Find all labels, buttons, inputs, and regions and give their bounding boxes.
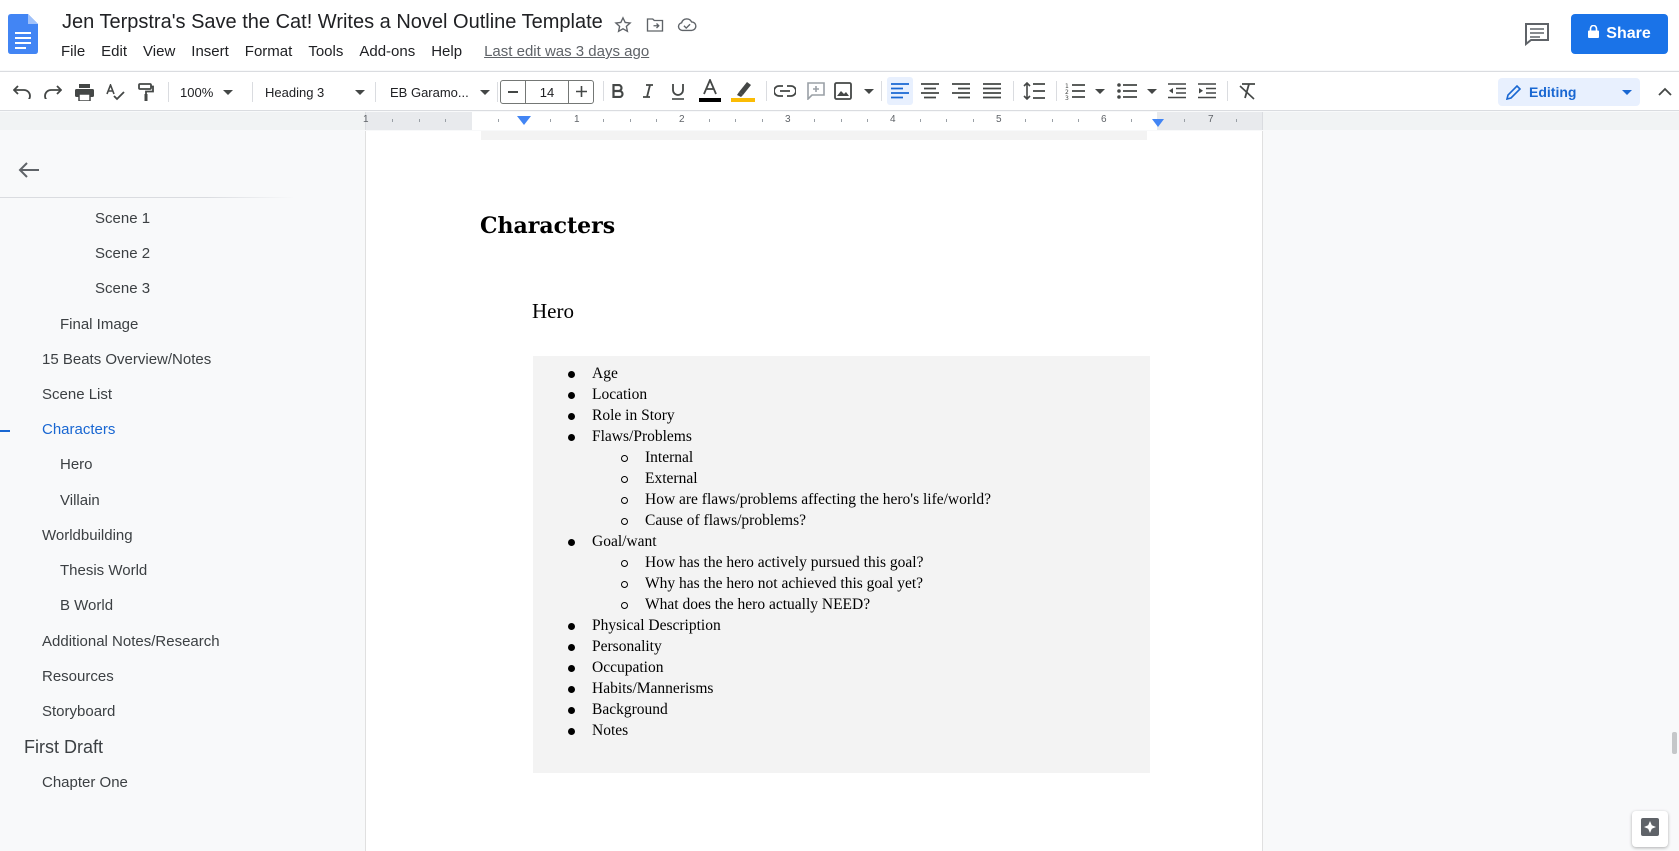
svg-text:1: 1 bbox=[1065, 83, 1069, 90]
left-indent-marker[interactable] bbox=[517, 116, 531, 125]
outline-item-chapter-one[interactable]: Chapter One bbox=[42, 774, 128, 791]
list-item[interactable]: How has the hero actively pursued this goal? bbox=[645, 554, 924, 571]
explore-button[interactable] bbox=[1632, 811, 1668, 847]
increase-indent-icon[interactable] bbox=[1195, 71, 1219, 111]
plus-icon bbox=[576, 85, 587, 100]
decrease-font-size-button[interactable] bbox=[500, 80, 526, 104]
scrollbar-thumb[interactable] bbox=[1672, 732, 1677, 754]
chevron-down-icon bbox=[355, 90, 365, 95]
zoom-dropdown[interactable] bbox=[180, 72, 242, 112]
share-label: Share bbox=[1606, 25, 1651, 42]
underline-icon[interactable] bbox=[666, 71, 690, 111]
ruler-number: 3 bbox=[785, 114, 791, 125]
ruler-number: 6 bbox=[1101, 114, 1107, 125]
ruler-page bbox=[365, 112, 1263, 130]
align-right-icon[interactable] bbox=[949, 71, 973, 111]
outline-item-scene-1[interactable]: Scene 1 bbox=[95, 210, 151, 227]
outline-item-characters[interactable]: Characters bbox=[42, 421, 116, 438]
list-item[interactable]: What does the hero actually NEED? bbox=[645, 596, 871, 613]
list-item[interactable]: External bbox=[645, 470, 698, 487]
decrease-indent-icon[interactable] bbox=[1165, 71, 1189, 111]
menu-file[interactable]: File bbox=[61, 43, 86, 60]
menu-add-ons[interactable]: Add-ons bbox=[359, 43, 416, 60]
list-item[interactable]: Role in Story bbox=[592, 407, 675, 424]
spellcheck-icon[interactable] bbox=[103, 72, 127, 112]
outline-item-hero[interactable]: Hero bbox=[60, 456, 93, 473]
font-size-input[interactable]: 14 bbox=[525, 80, 569, 104]
outline-item-15-beats[interactable]: 15 Beats Overview/Notes bbox=[42, 351, 212, 368]
editing-mode-dropdown[interactable] bbox=[1498, 78, 1640, 106]
clear-formatting-icon[interactable] bbox=[1236, 71, 1260, 111]
minus-icon bbox=[508, 91, 518, 93]
numbered-list-icon bbox=[1065, 82, 1085, 100]
paint-format-icon[interactable] bbox=[134, 72, 158, 112]
svg-text:3: 3 bbox=[1065, 95, 1069, 100]
list-item[interactable]: Cause of flaws/problems? bbox=[645, 512, 806, 529]
document-page[interactable] bbox=[365, 131, 1263, 851]
list-item[interactable]: Age bbox=[592, 365, 618, 382]
list-item[interactable]: Location bbox=[592, 386, 648, 403]
section-heading[interactable]: Characters bbox=[480, 213, 616, 239]
star-icon[interactable] bbox=[612, 14, 634, 36]
list-item[interactable]: Flaws/Problems bbox=[592, 428, 692, 445]
list-item[interactable]: Internal bbox=[645, 449, 694, 466]
font-family-dropdown[interactable] bbox=[390, 72, 490, 112]
list-item[interactable]: Physical Description bbox=[592, 617, 721, 634]
pencil-icon bbox=[1506, 85, 1521, 100]
outline-item-scene-3[interactable]: Scene 3 bbox=[95, 280, 151, 297]
menu-insert[interactable]: Insert bbox=[191, 43, 229, 60]
numbered-list-dropdown[interactable] bbox=[1065, 71, 1105, 111]
paragraph-style-dropdown[interactable] bbox=[265, 72, 365, 112]
editing-mode-label: Editing bbox=[1529, 84, 1577, 100]
outline-item-storyboard[interactable]: Storyboard bbox=[42, 703, 116, 720]
subsection-heading[interactable]: Hero bbox=[532, 299, 574, 323]
justify-icon[interactable] bbox=[980, 71, 1004, 111]
paragraph-style-value: Heading 3 bbox=[265, 84, 325, 100]
redo-icon[interactable] bbox=[41, 72, 65, 112]
bulleted-list-icon bbox=[1117, 83, 1137, 99]
outline-item-additional-notes[interactable]: Additional Notes/Research bbox=[42, 633, 220, 650]
line-spacing-icon[interactable] bbox=[1021, 71, 1047, 111]
right-indent-marker[interactable] bbox=[1152, 119, 1164, 127]
chevron-down-icon bbox=[223, 90, 233, 95]
ruler-number: 2 bbox=[679, 114, 685, 125]
list-item[interactable]: Goal/want bbox=[592, 533, 657, 550]
outline-item-thesis-world[interactable]: Thesis World bbox=[60, 562, 148, 579]
outline-item-scene-2[interactable]: Scene 2 bbox=[95, 245, 151, 262]
list-item[interactable]: Personality bbox=[592, 638, 662, 655]
cloud-status-icon[interactable] bbox=[676, 14, 698, 36]
outline-item-villain[interactable]: Villain bbox=[60, 492, 100, 509]
align-center-icon[interactable] bbox=[918, 71, 942, 111]
increase-font-size-button[interactable] bbox=[568, 80, 594, 104]
menu-view[interactable]: View bbox=[143, 43, 176, 60]
add-comment-icon[interactable] bbox=[804, 71, 828, 111]
previous-shaded-block bbox=[481, 131, 1147, 140]
last-edit-link[interactable]: Last edit was 3 days ago bbox=[484, 43, 650, 60]
chevron-down-icon bbox=[480, 90, 490, 95]
svg-text:2: 2 bbox=[1065, 89, 1069, 96]
title-bar bbox=[0, 0, 1679, 70]
chevron-down-icon bbox=[1147, 89, 1157, 94]
menu-bar bbox=[53, 43, 649, 60]
ruler-number: 7 bbox=[1208, 114, 1214, 125]
explore-icon bbox=[1640, 817, 1660, 842]
docs-logo-icon[interactable] bbox=[8, 14, 38, 54]
chevron-down-icon bbox=[1095, 89, 1105, 94]
menu-tools[interactable]: Tools bbox=[308, 43, 344, 60]
move-folder-icon[interactable] bbox=[644, 14, 666, 36]
chevron-down-icon bbox=[1622, 90, 1632, 95]
document-title[interactable]: Jen Terpstra's Save the Cat! Writes a Novel Outline Template bbox=[62, 11, 603, 33]
menu-help[interactable]: Help bbox=[431, 43, 463, 60]
list-item[interactable]: Occupation bbox=[592, 659, 664, 676]
list-item[interactable]: Habits/Mannerisms bbox=[592, 680, 714, 697]
insert-image-dropdown[interactable] bbox=[834, 71, 874, 111]
font-family-value: EB Garamo... bbox=[390, 84, 469, 100]
lock-icon bbox=[1588, 25, 1599, 43]
zoom-value: 100% bbox=[180, 84, 214, 100]
menu-edit[interactable]: Edit bbox=[101, 43, 128, 60]
outline-item-resources[interactable]: Resources bbox=[42, 668, 114, 685]
list-item[interactable]: How are flaws/problems affecting the hero's life/world? bbox=[645, 491, 991, 508]
chevron-down-icon bbox=[864, 89, 874, 94]
outline-item-b-world[interactable]: B World bbox=[60, 597, 114, 614]
outline-item-worldbuilding[interactable]: Worldbuilding bbox=[42, 527, 133, 544]
share-button[interactable] bbox=[1571, 14, 1668, 54]
ruler bbox=[0, 112, 1679, 130]
outline-item-final-image[interactable]: Final Image bbox=[60, 316, 139, 333]
undo-icon[interactable] bbox=[10, 72, 34, 112]
ruler-number: 4 bbox=[890, 114, 896, 125]
highlight-color-icon[interactable] bbox=[731, 71, 755, 111]
ruler-number: 5 bbox=[996, 114, 1002, 125]
ruler-number: 1 bbox=[363, 114, 369, 125]
print-icon[interactable] bbox=[72, 72, 96, 112]
outline-item-first-draft[interactable]: First Draft bbox=[24, 737, 103, 757]
image-icon bbox=[834, 82, 852, 100]
list-item[interactable]: Notes bbox=[592, 722, 629, 739]
bold-icon[interactable] bbox=[606, 71, 630, 111]
insert-link-icon[interactable] bbox=[773, 71, 797, 111]
outline-item-scene-list[interactable]: Scene List bbox=[42, 386, 113, 403]
character-questions-box[interactable] bbox=[533, 356, 1150, 773]
comments-icon[interactable] bbox=[1524, 22, 1552, 46]
document-outline bbox=[0, 131, 365, 851]
ruler-number: 1 bbox=[574, 114, 580, 125]
text-color-icon[interactable] bbox=[698, 71, 722, 111]
active-outline-indicator bbox=[0, 430, 10, 432]
collapse-menus-icon[interactable] bbox=[1654, 71, 1676, 111]
list-item[interactable]: Background bbox=[592, 701, 668, 718]
menu-format[interactable]: Format bbox=[244, 43, 293, 60]
close-outline-arrow-icon[interactable] bbox=[18, 161, 40, 183]
bulleted-list-dropdown[interactable] bbox=[1117, 71, 1157, 111]
italic-icon[interactable] bbox=[636, 71, 660, 111]
align-left-icon[interactable] bbox=[887, 77, 913, 105]
list-item[interactable]: Why has the hero not achieved this goal yet? bbox=[645, 575, 924, 592]
